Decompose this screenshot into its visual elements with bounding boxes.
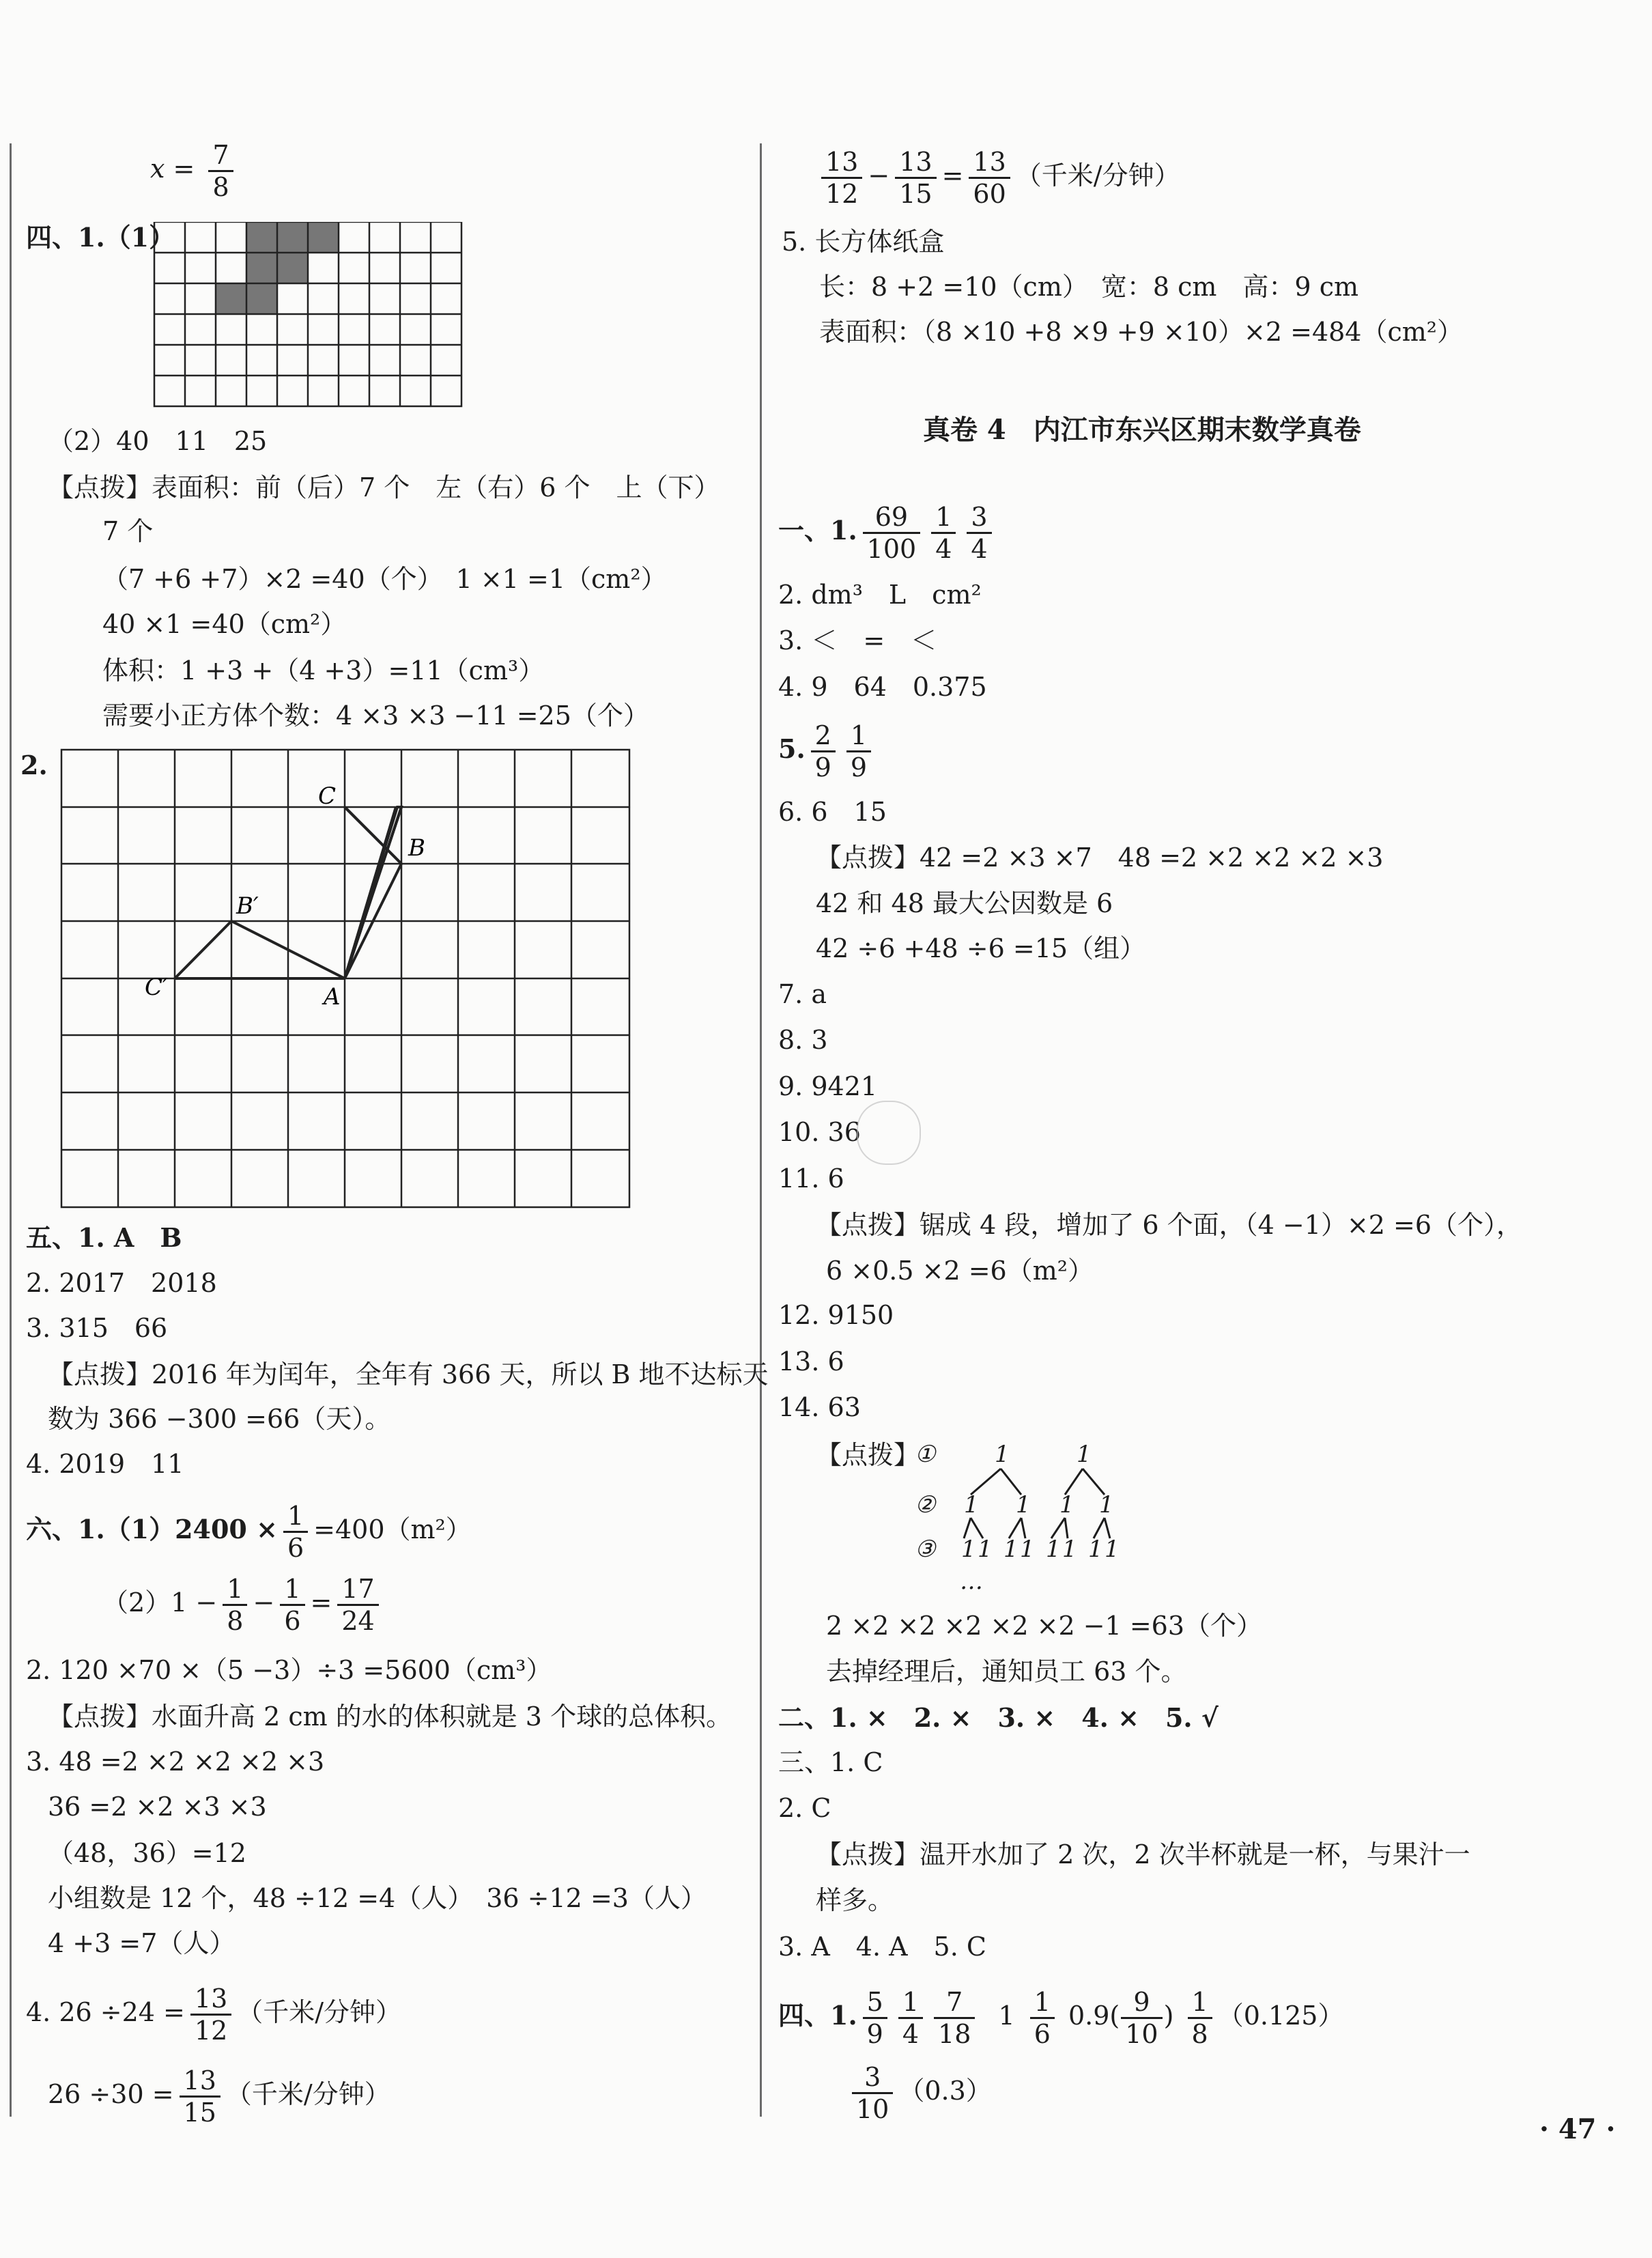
s3-q3: 3. A 4. A 5. C <box>778 1932 986 1962</box>
s3-q2: 2. C <box>778 1793 831 1823</box>
q5: 5. $\frac{2}{9}$ $\frac{1}{9}$ <box>778 720 877 782</box>
tip-6-2: 【点拨】水面升高 2 cm 的水的体积就是 3 个球的总体积。 <box>48 1702 732 1732</box>
point-a-label: A <box>324 983 341 1011</box>
tip-1b: 7 个 <box>102 516 154 546</box>
tree-l3-2: 1 <box>978 1536 993 1563</box>
s6-q1b: （2）1 − $\frac{1}{8}$ − $\frac{1}{6}$ = $\frac{17}{24}$ <box>102 1574 384 1636</box>
tip-1e: 体积：1 +3 +（4 +3）=11（cm³） <box>102 655 545 686</box>
tip-1c: （7 +6 +7）×2 =40（个） 1 ×1 =1（cm²） <box>102 564 667 594</box>
page-number: · 47 · <box>1539 2113 1616 2145</box>
tree-circle-3: ③ <box>915 1536 936 1563</box>
seal-stamp <box>857 1101 921 1165</box>
q10: 10. 36 <box>778 1117 861 1147</box>
tip-14b: 2 ×2 ×2 ×2 ×2 ×2 −1 =63（个） <box>826 1611 1263 1641</box>
q4: 4. 9 64 0.375 <box>778 672 987 702</box>
tip-6a: 【点拨】42 =2 ×3 ×7 48 =2 ×2 ×2 ×2 ×3 <box>816 843 1384 873</box>
point-c-label: C <box>318 782 337 810</box>
tree-ellipsis: … <box>960 1568 983 1595</box>
s6-q3e: 4 +3 =7（人） <box>48 1928 236 1958</box>
tree-l2-2: 1 <box>1016 1491 1031 1519</box>
q11: 11. 6 <box>778 1163 844 1194</box>
grid-figure-1 <box>150 222 466 408</box>
s5-q4: 4. 2019 11 <box>26 1449 184 1479</box>
tip-6b: 42 和 48 最大公因数是 6 <box>816 888 1113 918</box>
q2-label: 2. <box>20 750 48 780</box>
right-first-line: $\frac{13}{12}$ − $\frac{13}{15}$ = $\frac{13}{60}$ （千米/分钟） <box>816 147 1180 209</box>
q12: 12. 9150 <box>778 1300 894 1330</box>
tree-circle-1: ① <box>915 1441 936 1468</box>
tip-3a: 【点拨】温开水加了 2 次，2 次半杯就是一杯，与果汁一 <box>816 1839 1470 1869</box>
tip-11a: 【点拨】锯成 4 段，增加了 6 个面，（4 −1）×2 =6（个）， <box>816 1210 1523 1240</box>
s3-q1: 三、1. C <box>778 1747 883 1777</box>
s5-q3: 3. 315 66 <box>26 1313 168 1343</box>
tip-14: 【点拨】 <box>816 1440 920 1470</box>
tip-6c: 42 ÷6 +48 ÷6 =15（组） <box>816 933 1146 963</box>
tree-l3-4: 1 <box>1020 1536 1035 1563</box>
point-b-label: B <box>408 834 425 862</box>
tree-circle-2: ② <box>915 1491 936 1519</box>
tree-l3-6: 1 <box>1062 1536 1077 1563</box>
s6-q3a: 3. 48 =2 ×2 ×2 ×2 ×3 <box>26 1747 325 1777</box>
s6-q3c: （48，36）=12 <box>48 1838 246 1868</box>
s6-q4b: 26 ÷30 = $\frac{13}{15}$ （千米/分钟） <box>48 2065 390 2128</box>
tip-5b: 数为 366 −300 =66（天）。 <box>48 1404 391 1434</box>
q9: 9. 9421 <box>778 1071 878 1101</box>
tip-14c: 去掉经理后，通知员工 63 个。 <box>826 1656 1187 1687</box>
left-margin-rule <box>10 143 12 2117</box>
r5a: 长：8 +2 =10（cm） 宽：8 cm 高：9 cm <box>819 272 1359 302</box>
s6-q4a: 4. 26 ÷24 = $\frac{13}{12}$ （千米/分钟） <box>26 1984 402 2046</box>
s6-q2: 2. 120 ×70 ×（5 −3）÷3 =5600（cm³） <box>26 1655 552 1685</box>
s4-fracs: 四、1. $\frac{5}{9}$ $\frac{1}{4}$ $\frac{7}{18}$ 1 $\frac{1}{6}$ 0.9( $\frac{9}{10}$ ) $\frac{1}{8}$ （0.125） <box>778 1987 1344 2049</box>
tip-3b: 样多。 <box>816 1885 894 1915</box>
x-equation: x = $\frac{7}{8}$ <box>150 140 239 202</box>
s2-judgments: 二、1. × 2. × 3. × 4. × 5. √ <box>778 1702 1219 1733</box>
tree-l3-5: 1 <box>1046 1536 1061 1563</box>
s4-q1-part2: （2）40 11 25 <box>48 426 268 456</box>
grid-figure-2 <box>60 748 633 1212</box>
q8: 8. 3 <box>778 1025 828 1055</box>
notification-tree-diagram <box>915 1437 1140 1601</box>
tree-root-1: 1 <box>995 1441 1010 1468</box>
q2: 2. dm³ L cm² <box>778 580 982 610</box>
s6-q3b: 36 =2 ×2 ×3 ×3 <box>48 1792 267 1822</box>
point-bp-label: B′ <box>236 892 259 920</box>
point-cp-label: C′ <box>145 974 168 1001</box>
tree-l3-1: 1 <box>961 1536 976 1563</box>
q3: 3. ＜ = ＜ <box>778 625 937 655</box>
tip-5a: 【点拨】2016 年为闰年，全年有 366 天，所以 B 地不达标天 <box>48 1359 769 1389</box>
s4-second-line: $\frac{3}{10}$ （0.3） <box>846 2062 992 2124</box>
column-divider <box>760 143 762 2117</box>
tree-l2-3: 1 <box>1059 1491 1074 1519</box>
s6-q3d: 小组数是 12 个，48 ÷12 =4（人） 36 ÷12 =3（人） <box>48 1883 707 1913</box>
q13: 13. 6 <box>778 1346 844 1377</box>
tip-1d: 40 ×1 =40（cm²） <box>102 609 347 639</box>
s5-q2: 2. 2017 2018 <box>26 1268 217 1298</box>
q1-fracs: 一、1. $\frac{69}{100}$ $\frac{1}{4}$ $\frac{3}{4}$ <box>778 502 997 564</box>
tip-11b: 6 ×0.5 ×2 =6（m²） <box>826 1256 1094 1286</box>
tree-l2-1: 1 <box>964 1491 979 1519</box>
q14: 14. 63 <box>778 1392 861 1422</box>
r5b: 表面积：（8 ×10 +8 ×9 +9 ×10）×2 =484（cm²） <box>819 317 1464 347</box>
q7: 7. a <box>778 979 827 1009</box>
tree-l2-4: 1 <box>1099 1491 1114 1519</box>
r5: 5. 长方体纸盒 <box>782 227 945 257</box>
s6-q1a: 六、1.（1）2400 × $\frac{1}{6}$ =400（m²） <box>26 1501 472 1563</box>
s4-q1-label: 四、1.（1） <box>26 222 175 253</box>
tip-1a: 【点拨】表面积：前（后）7 个 左（右）6 个 上（下） <box>48 472 720 503</box>
tree-l3-3: 1 <box>1003 1536 1019 1563</box>
tree-l3-7: 1 <box>1088 1536 1103 1563</box>
tree-root-2: 1 <box>1077 1441 1092 1468</box>
exam-title: 真卷 4 内江市东兴区期末数学真卷 <box>923 414 1361 446</box>
tip-1f: 需要小正方体个数：4 ×3 ×3 −11 =25（个） <box>102 701 649 731</box>
s5-q1: 五、1. A B <box>26 1222 182 1253</box>
tree-l3-8: 1 <box>1105 1536 1120 1563</box>
q6: 6. 6 15 <box>778 797 887 827</box>
